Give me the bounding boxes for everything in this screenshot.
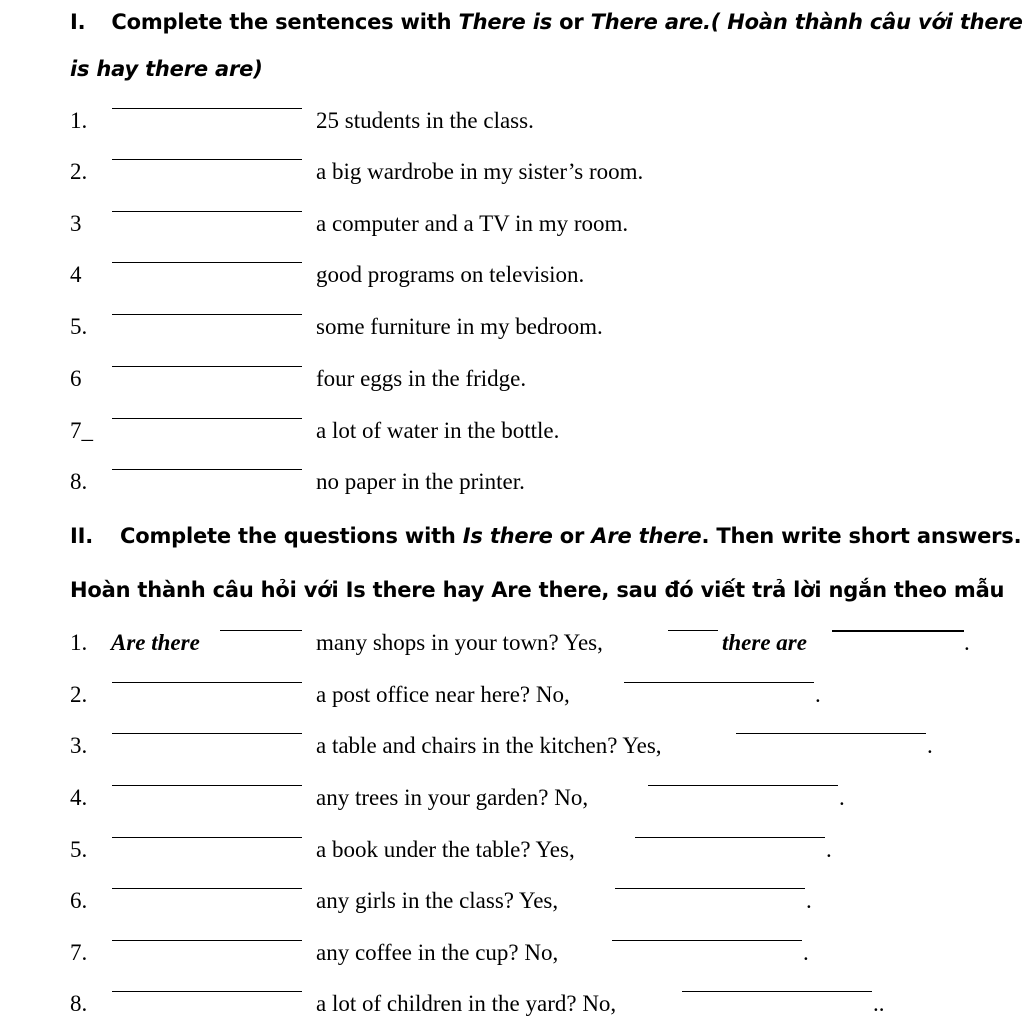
- section2-heading-text: Complete the questions with: [120, 524, 463, 548]
- answer-blank: [220, 630, 302, 631]
- sentence-end: .: [927, 733, 933, 758]
- item-number: 5.: [70, 314, 88, 339]
- section1-heading-text: Complete the sentences with: [111, 10, 459, 34]
- item-number: 2.: [70, 682, 88, 707]
- section2-heading-tail: . Then write short answers.: [701, 524, 1022, 548]
- section1-or: or: [552, 10, 591, 34]
- answer-blank[interactable]: [112, 888, 302, 889]
- item-text: four eggs in the fridge.: [316, 366, 527, 391]
- answer-blank[interactable]: [112, 940, 302, 941]
- answer-blank[interactable]: [112, 785, 302, 786]
- short-answer-blank[interactable]: [736, 733, 926, 734]
- item-text: a book under the table? Yes,: [316, 837, 575, 862]
- short-answer-blank[interactable]: [635, 837, 825, 838]
- answer-blank[interactable]: [112, 211, 302, 212]
- section1-vi-text-2: is hay there are): [70, 57, 263, 81]
- item-text: no paper in the printer.: [316, 469, 525, 494]
- is-there-phrase: Is there: [462, 524, 553, 548]
- section2-or: or: [552, 524, 592, 548]
- item-number: 3: [70, 211, 82, 236]
- short-answer-blank[interactable]: [612, 940, 802, 941]
- answer-blank[interactable]: [112, 366, 302, 367]
- item-text: many shops in your town? Yes,: [316, 630, 603, 655]
- item-number: 1.: [70, 630, 88, 655]
- there-are-phrase: There are.: [590, 10, 711, 34]
- sentence-end: .: [839, 785, 845, 810]
- item-number: 4.: [70, 785, 88, 810]
- answer-blank[interactable]: [112, 418, 302, 419]
- answer-blank[interactable]: [112, 314, 302, 315]
- section1-heading: [70, 10, 1023, 34]
- short-answer-blank[interactable]: [682, 991, 872, 992]
- item-number: 8.: [70, 991, 88, 1016]
- section2-vi-heading: Hoàn thành câu hỏi với Is there hay Are there, sau đó viết trả lời ngắn theo mẫu: [70, 578, 1005, 602]
- item-number: 6: [70, 366, 82, 391]
- item-text: any coffee in the cup? No,: [316, 940, 559, 965]
- item-text: a lot of water in the bottle.: [316, 418, 560, 443]
- item-text: any girls in the class? Yes,: [316, 888, 559, 913]
- answer-blank[interactable]: [112, 682, 302, 683]
- answer-blank[interactable]: [112, 108, 302, 109]
- answer-blank: [668, 630, 718, 631]
- item-text: a big wardrobe in my sister’s room.: [316, 159, 644, 184]
- section1-vi-text-1: ( Hoàn thành câu với there: [710, 10, 1023, 34]
- item-number: 4: [70, 262, 82, 287]
- there-is-phrase: There is: [458, 10, 552, 34]
- sentence-end: .: [964, 630, 970, 655]
- answer-blank[interactable]: [112, 733, 302, 734]
- example-answer-1: Are there: [111, 630, 200, 655]
- sentence-end: .: [806, 888, 812, 913]
- item-number: 6.: [70, 888, 88, 913]
- sentence-end: ..: [873, 991, 885, 1016]
- item-number: 5.: [70, 837, 88, 862]
- item-text: a lot of children in the yard? No,: [316, 991, 617, 1016]
- short-answer-blank[interactable]: [648, 785, 838, 786]
- item-text: a table and chairs in the kitchen? Yes,: [316, 733, 662, 758]
- item-number: 7.: [70, 940, 88, 965]
- item-number: 8.: [70, 469, 88, 494]
- item-text: a post office near here? No,: [316, 682, 570, 707]
- item-text: 25 students in the class.: [316, 108, 534, 133]
- sentence-end: .: [826, 837, 832, 862]
- item-number: 3.: [70, 733, 88, 758]
- item-text: any trees in your garden? No,: [316, 785, 589, 810]
- item-number: 1.: [70, 108, 88, 133]
- item-text: good programs on television.: [316, 262, 585, 287]
- section2-heading: [70, 524, 1021, 548]
- answer-blank[interactable]: [112, 991, 302, 992]
- sentence-end: .: [815, 682, 821, 707]
- item-number: 2.: [70, 159, 88, 184]
- answer-blank: [832, 630, 964, 632]
- answer-blank[interactable]: [112, 837, 302, 838]
- item-text: a computer and a TV in my room.: [316, 211, 629, 236]
- short-answer-blank[interactable]: [615, 888, 805, 889]
- answer-blank[interactable]: [112, 159, 302, 160]
- example-answer-2: there are: [722, 630, 807, 655]
- answer-blank[interactable]: [112, 469, 302, 470]
- sentence-end: .: [803, 940, 809, 965]
- short-answer-blank[interactable]: [624, 682, 814, 683]
- item-number: 7_: [70, 418, 93, 443]
- section1-number: I.: [70, 10, 86, 34]
- item-text: some furniture in my bedroom.: [316, 314, 603, 339]
- section2-number: II.: [70, 524, 94, 548]
- answer-blank[interactable]: [112, 262, 302, 263]
- section1-heading-cont: [70, 57, 263, 81]
- are-there-phrase: Are there: [591, 524, 702, 548]
